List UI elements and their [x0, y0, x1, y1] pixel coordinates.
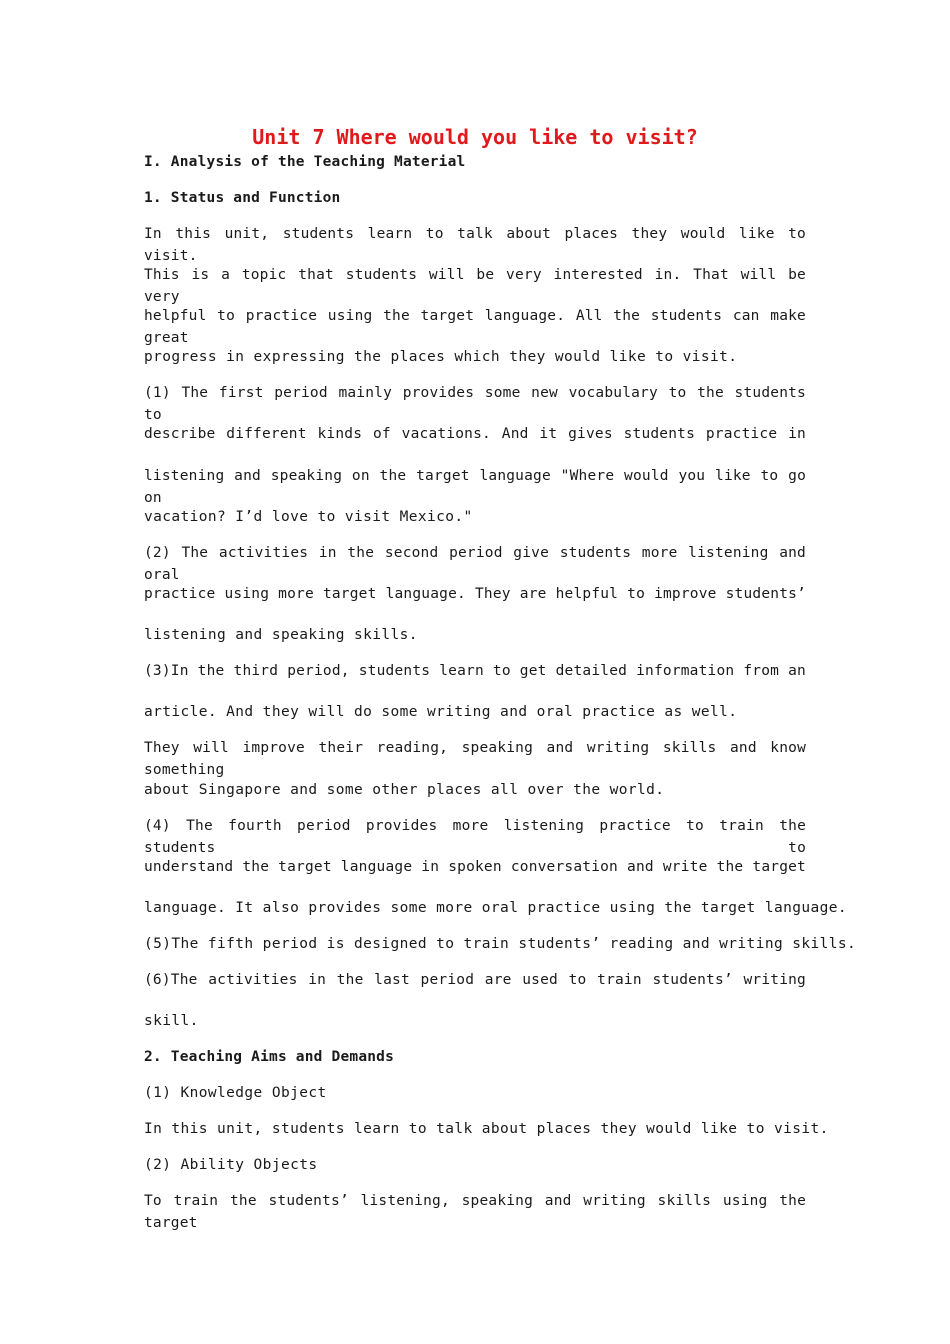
section-heading: I. Analysis of the Teaching Material	[144, 154, 466, 170]
subsection-heading: 1. Status and Function	[144, 190, 341, 206]
text-line: skill.	[144, 1013, 199, 1029]
text-line: (1) The first period mainly provides some new vocabulary to the students to	[144, 385, 806, 423]
text-line: understand the target language in spoken conversation and write the target	[144, 859, 806, 875]
text-line: (2) Ability Objects	[144, 1157, 318, 1173]
text-line: helpful to practice using the target language. All the students can make great	[144, 308, 806, 346]
text-line: language. It also provides some more oral practice using the target language.	[144, 900, 847, 916]
text-line: (6)The activities in the last period are used to train students’ writing	[144, 972, 806, 988]
text-line: This is a topic that students will be very interested in. That will be very	[144, 267, 806, 305]
text-line: (3)In the third period, students learn to get detailed information from an	[144, 663, 806, 679]
document-title: Unit 7 Where would you like to visit?	[252, 125, 698, 149]
text-line: progress in expressing the places which they would like to visit.	[144, 349, 738, 365]
text-line: vacation? I’d love to visit Mexico."	[144, 509, 473, 525]
subsection-heading: 2. Teaching Aims and Demands	[144, 1049, 395, 1065]
text-line: article. And they will do some writing and oral practice as well.	[144, 704, 738, 720]
text-line: To train the students’ listening, speaking and writing skills using the target	[144, 1193, 806, 1231]
text-line: about Singapore and some other places all over the world.	[144, 782, 665, 798]
text-line: (1) Knowledge Object	[144, 1085, 327, 1101]
text-line: In this unit, students learn to talk about places they would like to visit.	[144, 1121, 829, 1137]
text-line: (5)The fifth period is designed to train students’ reading and writing skills.	[144, 936, 857, 952]
text-line: listening and speaking skills.	[144, 627, 418, 643]
text-line: (4) The fourth period provides more listening practice to train the students to	[144, 818, 806, 856]
text-line: In this unit, students learn to talk about places they would like to visit.	[144, 226, 806, 264]
text-line: They will improve their reading, speaking and writing skills and know something	[144, 740, 806, 778]
text-line: practice using more target language. They are helpful to improve students’	[144, 586, 806, 602]
text-line: describe different kinds of vacations. And it gives students practice in	[144, 426, 806, 442]
text-line: (2) The activities in the second period give students more listening and oral	[144, 545, 806, 583]
text-line: listening and speaking on the target language "Where would you like to go on	[144, 468, 806, 506]
